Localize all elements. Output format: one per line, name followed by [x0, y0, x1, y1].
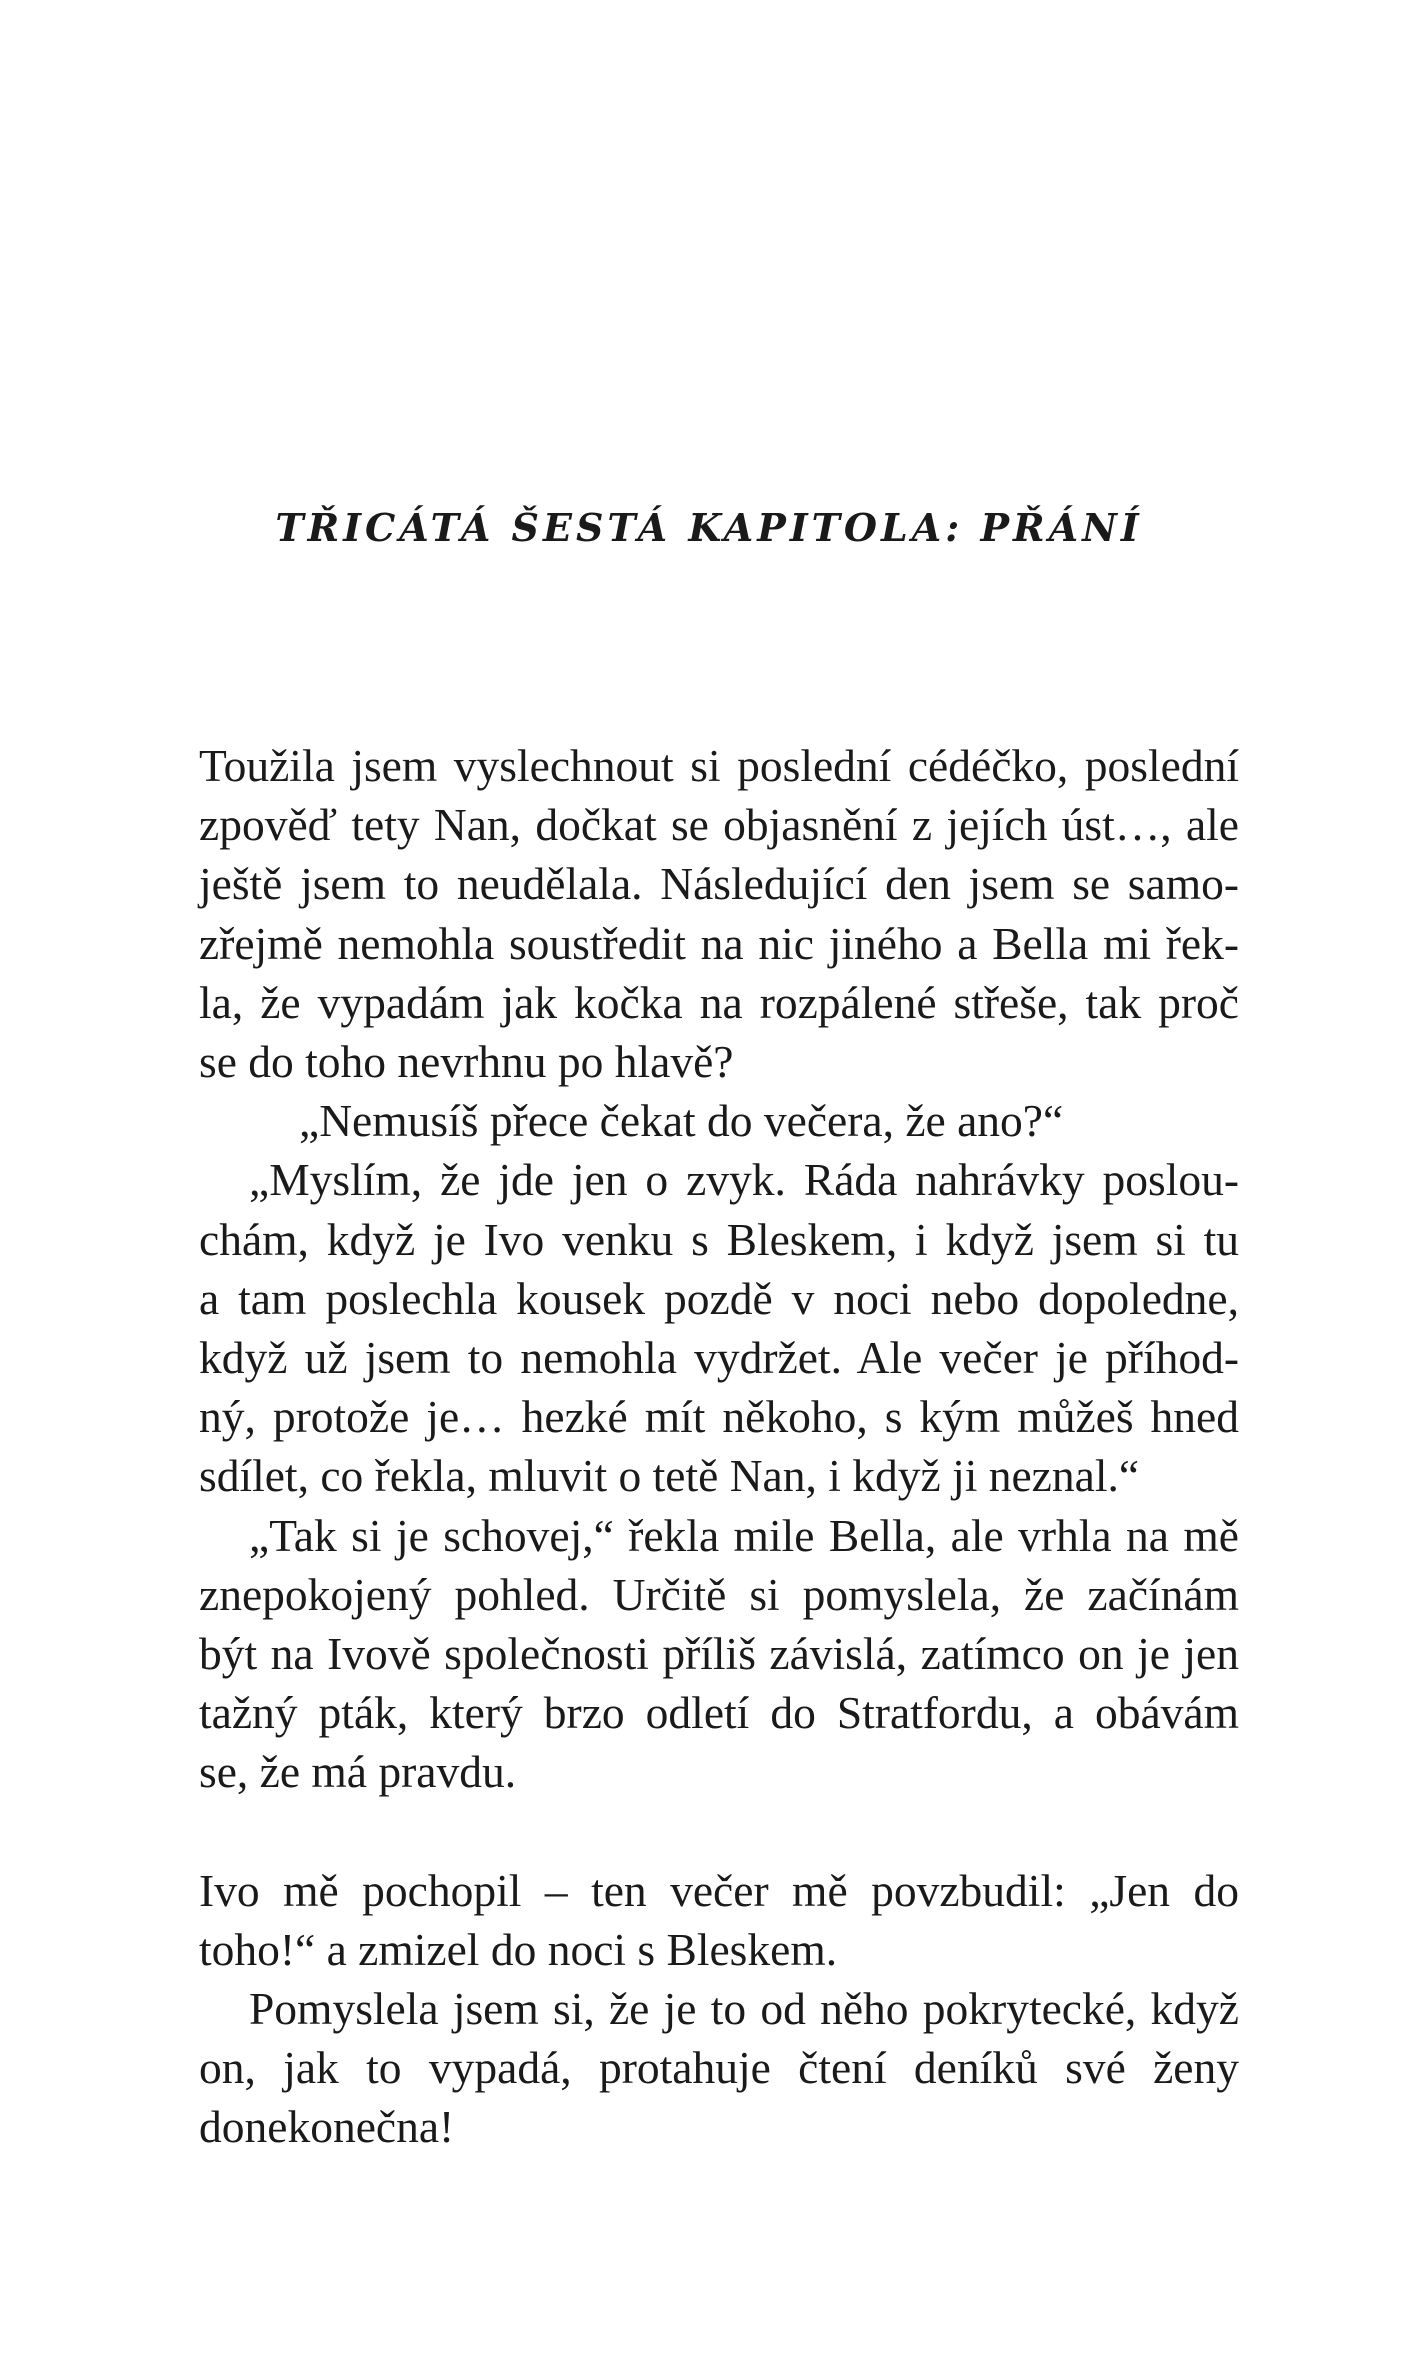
text-line: „Myslím, že jde jen o zvyk. Ráda nahrávky poslou- — [249, 1154, 1239, 1206]
chapter-title: TŘICÁTÁ ŠESTÁ KAPITOLA: PŘÁNÍ — [275, 505, 1143, 550]
text-line: se, že má pravdu. — [199, 1746, 517, 1798]
text-line: la, že vypadám jak kočka na rozpálené střeše, tak proč — [199, 976, 1239, 1028]
text-line: on, jak to vypadá, protahuje čtení deníků své ženy — [199, 2042, 1239, 2094]
text-line: a tam poslechla kousek pozdě v noci nebo dopoledne, — [199, 1272, 1239, 1324]
text-line: se do toho nevrhnu po hlavě? — [199, 1036, 734, 1088]
text-line: když už jsem to nemohla vydržet. Ale večer je příhod- — [199, 1332, 1239, 1384]
text-line: Toužila jsem vyslechnout si poslední cédéčko, poslední — [199, 740, 1239, 791]
text-line: ještě jsem to neudělala. Následující den jsem se samo- — [199, 858, 1239, 910]
text-line: znepokojený pohled. Určitě si pomyslela, že začínám — [199, 1568, 1239, 1620]
text-line: „Nemusíš přece čekat do večera, že ano?“ — [299, 1095, 1064, 1147]
text-line: donekonečna! — [199, 2101, 455, 2153]
paragraph-4 — [199, 1506, 1239, 1802]
text-line: být na Ivově společnosti příliš závislá, zatímco on je jen — [199, 1628, 1239, 1680]
text-line: Pomyslela jsem si, že je to od něho pokrytecké, když — [249, 1983, 1239, 2035]
text-line: chám, když je Ivo venku s Bleskem, i když jsem si tu — [199, 1213, 1239, 1265]
text-line: Ivo mě pochopil – ten večer mě povzbudil: „Jen do — [199, 1864, 1239, 1916]
paragraph-6 — [199, 1979, 1239, 2157]
chapter-body — [199, 736, 1239, 2157]
paragraph-5 — [199, 1861, 1239, 1979]
text-line: „Tak si je schovej,“ řekla mile Bella, ale vrhla na mě — [249, 1509, 1239, 1561]
text-line: ný, protože je… hezké mít někoho, s kým můžeš hned — [199, 1391, 1239, 1443]
text-line: tažný pták, který brzo odletí do Stratfordu, a obávám — [199, 1687, 1239, 1739]
text-line: zpověď tety Nan, dočkat se objasnění z jejích úst…, ale — [199, 799, 1239, 851]
paragraph-3 — [199, 1150, 1239, 1505]
text-line: sdílet, co řekla, mluvit o tetě Nan, i když ji neznal.“ — [199, 1450, 1140, 1502]
text-line: zřejmě nemohla soustředit na nic jiného a Bella mi řek- — [199, 917, 1239, 969]
text-line: toho!“ a zmizel do noci s Bleskem. — [199, 1923, 838, 1975]
paragraph-1 — [199, 736, 1239, 1091]
section-break — [199, 1802, 1239, 1861]
paragraph-2 — [199, 1091, 1239, 1150]
